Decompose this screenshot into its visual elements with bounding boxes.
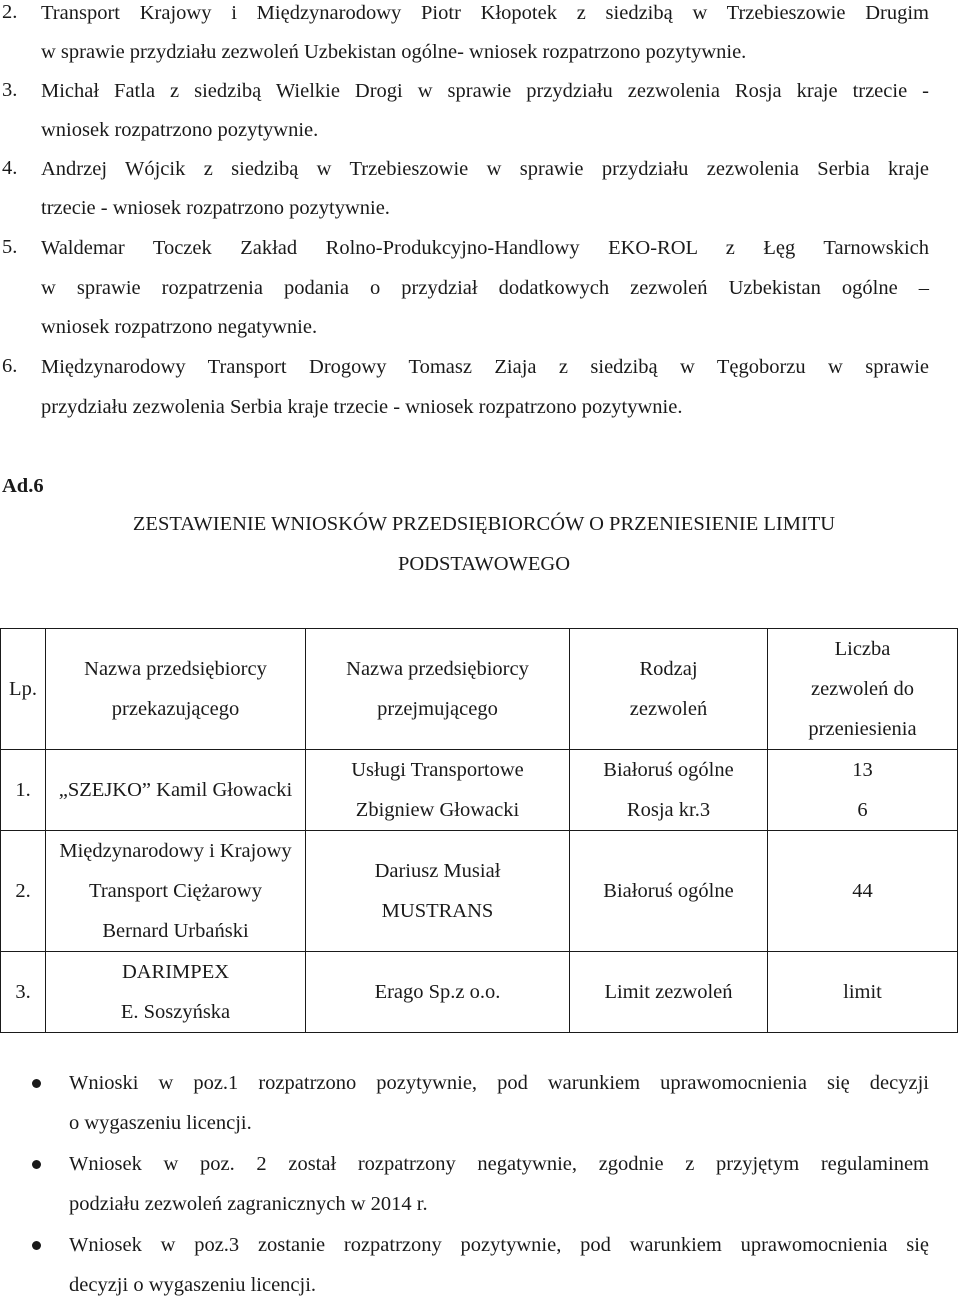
bullet-icon bbox=[32, 1079, 41, 1088]
note-line: Wniosek w poz. 2 został rozpatrzony negatywnie, zgodnie z przyjętym regulaminem bbox=[69, 1153, 929, 1175]
list-item-number: 2. bbox=[2, 1, 18, 23]
list-item-line: w sprawie przydziału zezwoleń Uzbekistan ogólne- wniosek rozpatrzono pozytywnie. bbox=[41, 41, 747, 63]
list-item-line: wniosek rozpatrzono pozytywnie. bbox=[41, 119, 319, 141]
cell-lp: 1. bbox=[1, 750, 46, 831]
section-label: Ad.6 bbox=[2, 475, 44, 497]
header-kind: Rodzaj zezwoleń bbox=[570, 629, 768, 750]
list-item-line: przydziału zezwolenia Serbia kraje trzecie - wniosek rozpatrzono pozytywnie. bbox=[41, 396, 683, 418]
cell-count: 44 bbox=[768, 831, 958, 952]
list-item-line: Transport Krajowy i Międzynarodowy Piotr Kłopotek z siedzibą w Trzebieszowie Drugim bbox=[41, 2, 929, 24]
cell-to: Erago Sp.z o.o. bbox=[306, 952, 570, 1033]
table-row bbox=[1, 831, 958, 952]
cell-from: Międzynarodowy i Krajowy Transport Ciężarowy Bernard Urbański bbox=[46, 831, 306, 952]
list-item-line: w sprawie rozpatrzenia podania o przydział dodatkowych zezwoleń Uzbekistan ogólne – bbox=[41, 277, 929, 299]
list-item-number: 3. bbox=[2, 79, 18, 101]
cell-count: limit bbox=[768, 952, 958, 1033]
header-lp: Lp. bbox=[1, 629, 46, 750]
cell-to: Dariusz Musiał MUSTRANS bbox=[306, 831, 570, 952]
list-item-line: Andrzej Wójcik z siedzibą w Trzebieszowie w sprawie przydziału zezwolenia Serbia kraje bbox=[41, 158, 929, 180]
table-row bbox=[1, 952, 958, 1033]
cell-count: 13 6 bbox=[768, 750, 958, 831]
list-item-line: Międzynarodowy Transport Drogowy Tomasz Ziaja z siedzibą w Tęgoborzu w sprawie bbox=[41, 356, 929, 378]
cell-kind: Białoruś ogólne bbox=[570, 831, 768, 952]
list-item-line: trzecie - wniosek rozpatrzono pozytywnie. bbox=[41, 197, 390, 219]
cell-from: DARIMPEX E. Soszyńska bbox=[46, 952, 306, 1033]
cell-to: Usługi Transportowe Zbigniew Głowacki bbox=[306, 750, 570, 831]
list-item-number: 4. bbox=[2, 157, 18, 179]
cell-from: „SZEJKO” Kamil Głowacki bbox=[46, 750, 306, 831]
table-row bbox=[1, 750, 958, 831]
header-count: Liczba zezwoleń do przeniesienia bbox=[768, 629, 958, 750]
bullet-icon bbox=[32, 1241, 41, 1250]
note-line: Wnioski w poz.1 rozpatrzono pozytywnie, pod warunkiem uprawomocnienia się decyzji bbox=[69, 1072, 929, 1094]
section-title: ZESTAWIENIE WNIOSKÓW PRZEDSIĘBIORCÓW O PRZENIESIENIE LIMITU bbox=[132, 513, 836, 535]
header-to: Nazwa przedsiębiorcy przejmującego bbox=[306, 629, 570, 750]
list-item-number: 5. bbox=[2, 236, 18, 258]
list-item-line: Michał Fatla z siedzibą Wielkie Drogi w sprawie przydziału zezwolenia Rosja kraje trzecie - bbox=[41, 80, 929, 102]
bullet-icon bbox=[32, 1160, 41, 1169]
list-item-number: 6. bbox=[2, 355, 18, 377]
note-line: decyzji o wygaszeniu licencji. bbox=[69, 1274, 317, 1296]
transfer-table bbox=[0, 628, 958, 1033]
cell-lp: 2. bbox=[1, 831, 46, 952]
table-header-row bbox=[1, 629, 958, 750]
note-line: o wygaszeniu licencji. bbox=[69, 1112, 252, 1134]
cell-kind: Limit zezwoleń bbox=[570, 952, 768, 1033]
cell-lp: 3. bbox=[1, 952, 46, 1033]
section-title-continued: PODSTAWOWEGO bbox=[397, 553, 571, 575]
list-item-line: wniosek rozpatrzono negatywnie. bbox=[41, 316, 318, 338]
cell-kind: Białoruś ogólne Rosja kr.3 bbox=[570, 750, 768, 831]
note-line: Wniosek w poz.3 zostanie rozpatrzony pozytywnie, pod warunkiem uprawomocnienia się bbox=[69, 1234, 929, 1256]
list-item-line: Waldemar Toczek Zakład Rolno-Produkcyjno-Handlowy EKO-ROL z Łęg Tarnowskich bbox=[41, 237, 929, 259]
header-from: Nazwa przedsiębiorcy przekazującego bbox=[46, 629, 306, 750]
note-line: podziału zezwoleń zagranicznych w 2014 r. bbox=[69, 1193, 428, 1215]
